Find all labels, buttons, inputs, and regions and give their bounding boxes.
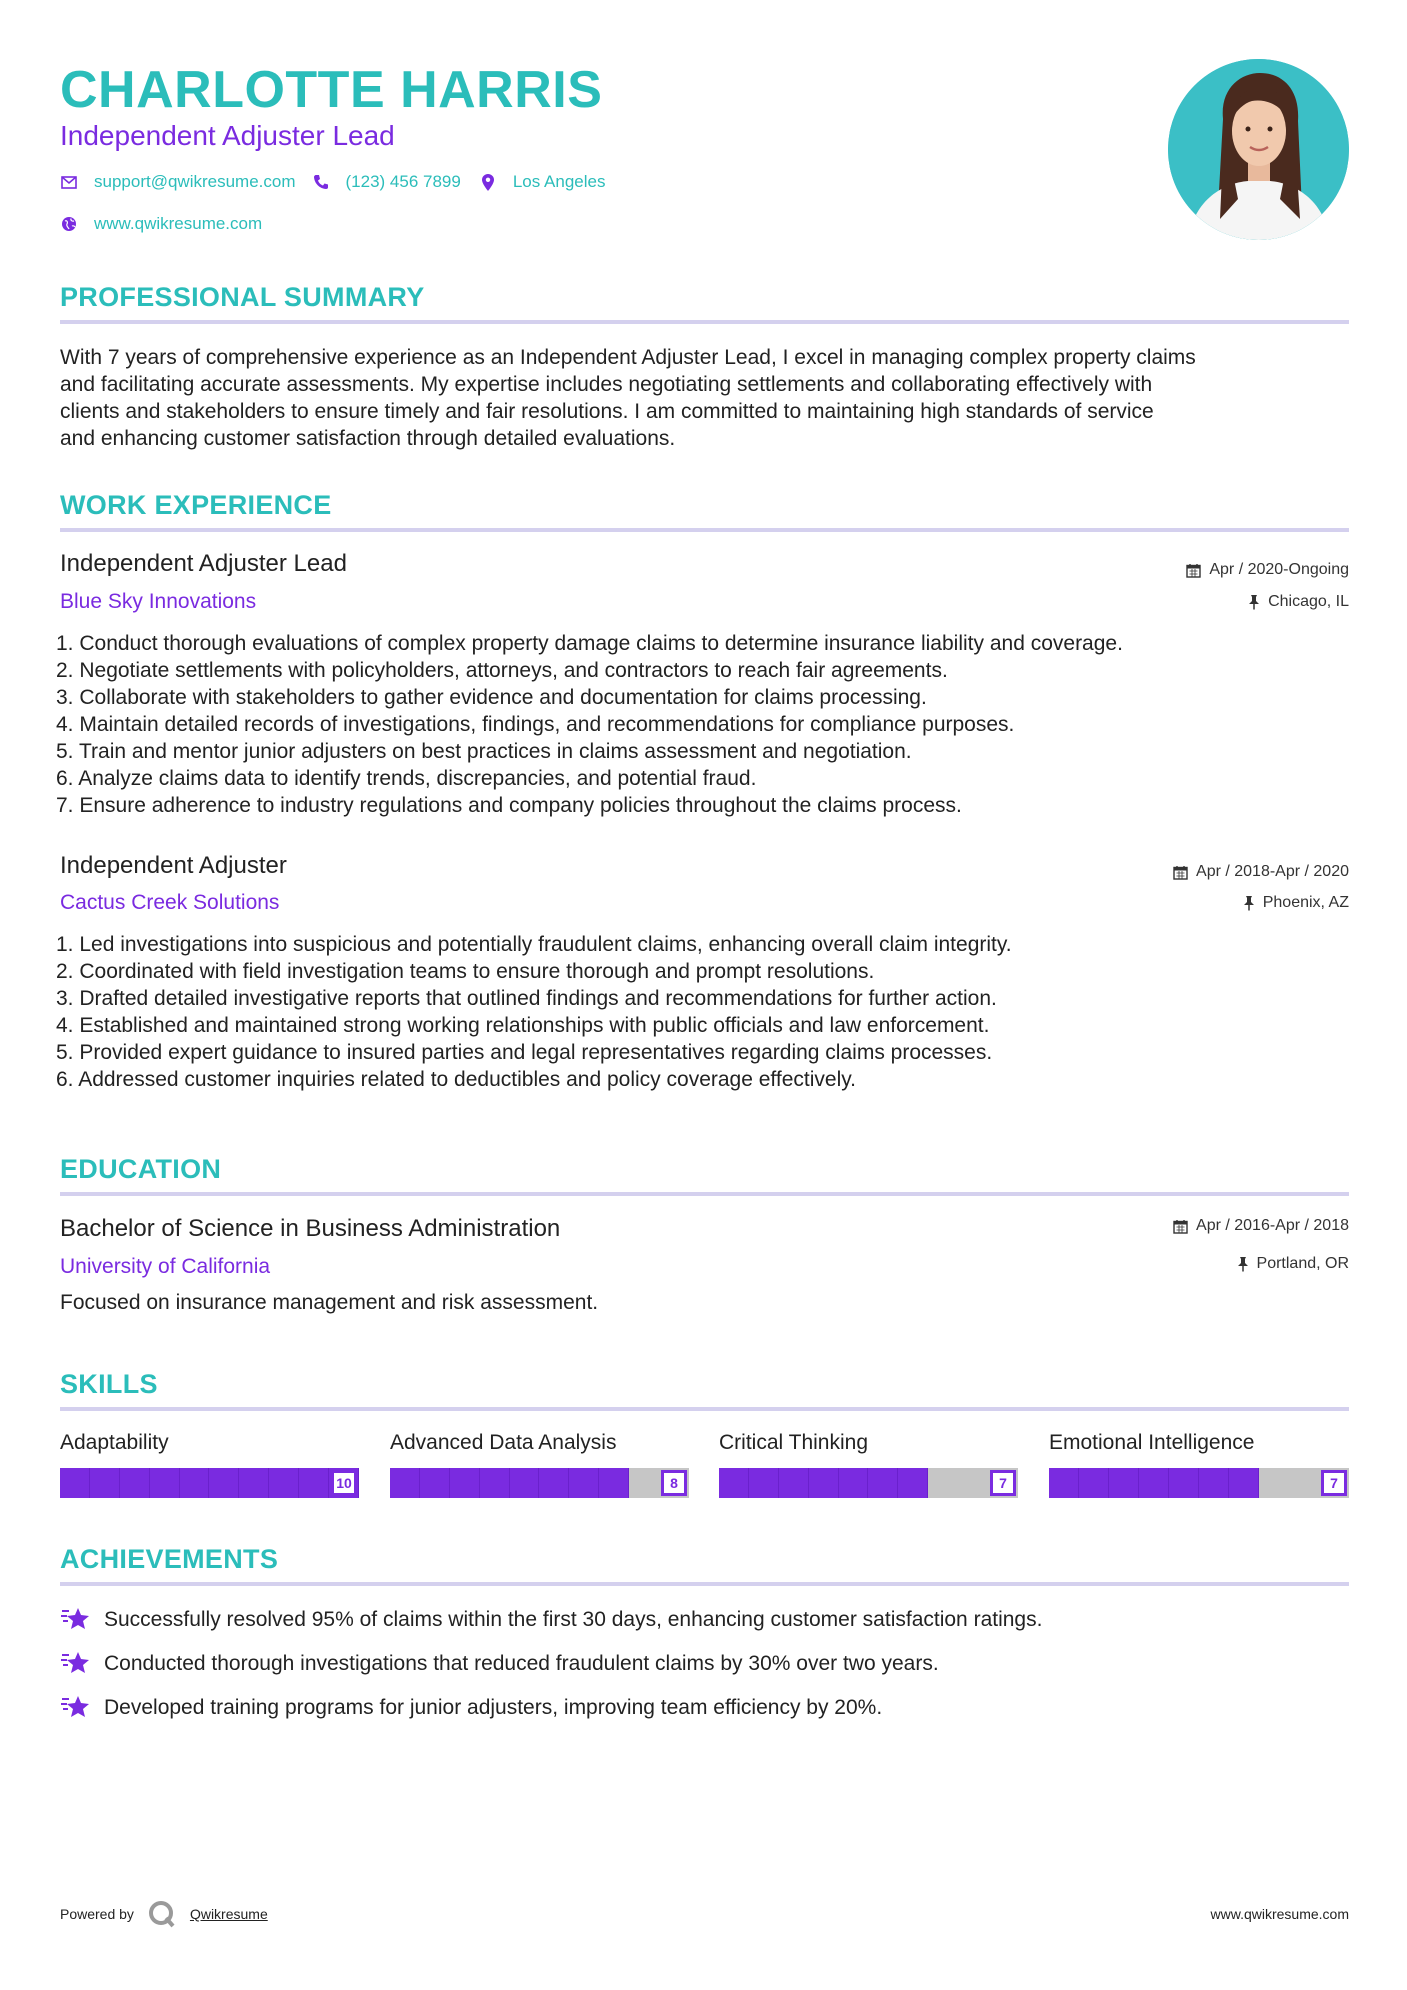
- job-location-text: Phoenix, AZ: [1262, 894, 1349, 911]
- skill-score: 8: [661, 1470, 687, 1496]
- skill-bar-segment: [90, 1468, 120, 1498]
- skill-item: [390, 1430, 689, 1498]
- skill-bar-segment: [390, 1468, 420, 1498]
- skill-bar-segment: [539, 1468, 569, 1498]
- school-name: University of California: [60, 1255, 271, 1278]
- company-name: Cactus Creek Solutions: [60, 891, 280, 914]
- location-text: Los Angeles: [512, 172, 606, 191]
- qwikresume-brand-link[interactable]: Qwikresume: [189, 1906, 268, 1922]
- company-name: Blue Sky Innovations: [60, 590, 257, 613]
- experience-divider: [60, 528, 1349, 532]
- skill-bar-segment: [599, 1468, 629, 1498]
- duty-item: 3. Drafted detailed investigative reports that outlined findings and recommendations for further action.: [56, 987, 997, 1010]
- summary-line: clients and stakeholders to ensure timely and fair resolutions. I am committed to maintaining high standards of service: [60, 400, 1154, 423]
- achievement-text: Successfully resolved 95% of claims within the first 30 days, enhancing customer satisfaction ratings.: [104, 1607, 1043, 1631]
- duty-item: 4. Maintain detailed records of investigations, findings, and recommendations for compliance purposes.: [56, 713, 1015, 736]
- duties-list: [56, 931, 1012, 1093]
- skill-item: [1049, 1430, 1349, 1498]
- duty-item: 1. Conduct thorough evaluations of complex property damage claims to determine insurance liability and coverage.: [56, 632, 1123, 655]
- skill-bar-segment: [180, 1468, 210, 1498]
- job-dates-text: Apr / 2018-Apr / 2020: [1196, 863, 1349, 880]
- education-heading: EDUCATION: [60, 1154, 222, 1184]
- skill-bar-segment: [239, 1468, 269, 1498]
- duty-item: 2. Negotiate settlements with policyholders, attorneys, and contractors to reach fair agreements.: [56, 659, 948, 682]
- skill-label: Advanced Data Analysis: [390, 1431, 617, 1454]
- skill-bar-segment: [1049, 1468, 1079, 1498]
- degree-title: Bachelor of Science in Business Administration: [60, 1215, 561, 1242]
- profile-photo: [1168, 59, 1349, 240]
- achievement-item: [60, 1693, 882, 1721]
- skill-bar: [390, 1468, 689, 1498]
- duty-item: 5. Provided expert guidance to insured parties and legal representatives regarding claims processes.: [56, 1041, 993, 1064]
- skill-label: Emotional Intelligence: [1049, 1431, 1255, 1454]
- skill-label: Adaptability: [60, 1431, 169, 1454]
- star-icon: [60, 1693, 92, 1721]
- summary-line: With 7 years of comprehensive experience as an Independent Adjuster Lead, I excel in managing complex property claims: [60, 346, 1196, 369]
- skill-item: [60, 1430, 359, 1498]
- duty-item: 7. Ensure adherence to industry regulations and company policies throughout the claims process.: [56, 794, 962, 817]
- duty-item: 3. Collaborate with stakeholders to gather evidence and documentation for claims processing.: [56, 686, 927, 709]
- skill-bar: [719, 1468, 1018, 1498]
- achievement-item: [60, 1605, 1042, 1633]
- job-location-text: Chicago, IL: [1268, 593, 1349, 610]
- duty-item: 6. Analyze claims data to identify trends, discrepancies, and potential fraud.: [56, 767, 757, 790]
- envelope-icon: [60, 173, 78, 191]
- skill-bar-segment: [510, 1468, 540, 1498]
- website-row: [60, 214, 262, 234]
- email-link[interactable]: support@qwikresume.com: [94, 172, 296, 191]
- qwikresume-logo-icon: [148, 1900, 176, 1928]
- footer-powered-by: [60, 1900, 268, 1928]
- skill-bar-segment: [749, 1468, 779, 1498]
- duty-item: 4. Established and maintained strong working relationships with public officials and law enforcement.: [56, 1014, 990, 1037]
- calendar-icon: [1173, 1219, 1188, 1234]
- job-dates: [1173, 862, 1349, 882]
- job-dates-text: Apr / 2020-Ongoing: [1209, 561, 1349, 578]
- skill-bar-segment: [719, 1468, 749, 1498]
- skill-bar-segment: [209, 1468, 239, 1498]
- skill-bar-segment: [809, 1468, 839, 1498]
- skills-heading: SKILLS: [60, 1369, 158, 1399]
- skills-divider: [60, 1407, 1349, 1411]
- footer-site-link[interactable]: www.qwikresume.com: [1210, 1906, 1349, 1922]
- achievement-text: Conducted thorough investigations that reduced fraudulent claims by 30% over two years.: [104, 1651, 939, 1675]
- globe-icon: [60, 215, 78, 233]
- education-dates-text: Apr / 2016-Apr / 2018: [1196, 1217, 1349, 1234]
- phone-icon: [312, 173, 330, 191]
- skill-bar-segment: [269, 1468, 299, 1498]
- skill-bar-segment: [450, 1468, 480, 1498]
- duty-item: 2. Coordinated with field investigation teams to ensure thorough and prompt resolutions.: [56, 960, 875, 983]
- skill-score: 7: [990, 1470, 1016, 1496]
- skill-bar-segment: [569, 1468, 599, 1498]
- skill-bar-segment: [868, 1468, 898, 1498]
- pushpin-icon: [1237, 1256, 1249, 1272]
- job-dates: [1186, 560, 1349, 580]
- job-location: [1248, 592, 1349, 612]
- pushpin-icon: [1248, 594, 1260, 610]
- skill-bar-segment: [1079, 1468, 1109, 1498]
- achievements-divider: [60, 1582, 1349, 1586]
- skill-bar-segment: [1169, 1468, 1199, 1498]
- skill-bar-segment: [779, 1468, 809, 1498]
- achievements-heading: ACHIEVEMENTS: [60, 1544, 279, 1574]
- education-description: Focused on insurance management and risk assessment.: [60, 1291, 599, 1314]
- summary-line: and facilitating accurate assessments. My expertise includes negotiating settlements and collaborating effectively with: [60, 373, 1153, 396]
- powered-by-label: Powered by: [60, 1906, 134, 1922]
- duties-list: [56, 630, 1123, 819]
- skill-bar-segment: [60, 1468, 90, 1498]
- job-title: Independent Adjuster: [60, 852, 287, 879]
- skill-bar-segment: [1139, 1468, 1169, 1498]
- skill-bar: [1049, 1468, 1349, 1498]
- star-icon: [60, 1605, 92, 1633]
- achievement-text: Developed training programs for junior adjusters, improving team efficiency by 20%.: [104, 1695, 883, 1719]
- skill-score: 7: [1321, 1470, 1347, 1496]
- education-location-text: Portland, OR: [1256, 1255, 1349, 1272]
- contact-row: [60, 172, 605, 192]
- education-dates: [1173, 1216, 1349, 1236]
- map-pin-icon: [479, 173, 497, 191]
- summary-divider: [60, 320, 1349, 324]
- achievement-item: [60, 1649, 939, 1677]
- education-divider: [60, 1192, 1349, 1196]
- skill-bar-segment: [420, 1468, 450, 1498]
- skill-score: 10: [331, 1470, 357, 1496]
- website-link[interactable]: www.qwikresume.com: [94, 214, 263, 233]
- skill-bar-segment: [898, 1468, 928, 1498]
- skill-bar: [60, 1468, 359, 1498]
- candidate-name: CHARLOTTE HARRIS: [60, 61, 603, 119]
- calendar-icon: [1173, 865, 1188, 880]
- summary-line: and enhancing customer satisfaction through detailed evaluations.: [60, 427, 676, 450]
- job-location: [1243, 893, 1349, 913]
- star-icon: [60, 1649, 92, 1677]
- skill-bar-segment: [1229, 1468, 1259, 1498]
- skill-bar-segment: [480, 1468, 510, 1498]
- duty-item: 6. Addressed customer inquiries related to deductibles and policy coverage effectively.: [56, 1068, 857, 1091]
- skill-bar-segment: [1109, 1468, 1139, 1498]
- skill-bar-segment: [1199, 1468, 1229, 1498]
- candidate-title: Independent Adjuster Lead: [60, 120, 395, 151]
- skill-bar-segment: [299, 1468, 329, 1498]
- summary-text: [60, 344, 1349, 452]
- pushpin-icon: [1243, 895, 1255, 911]
- phone-number[interactable]: (123) 456 7899: [345, 172, 461, 191]
- summary-heading: PROFESSIONAL SUMMARY: [60, 282, 425, 312]
- skill-item: [719, 1430, 1018, 1498]
- experience-heading: WORK EXPERIENCE: [60, 490, 332, 520]
- skill-bar-segment: [150, 1468, 180, 1498]
- skill-label: Critical Thinking: [719, 1431, 868, 1454]
- skill-bar-segment: [120, 1468, 150, 1498]
- duty-item: 5. Train and mentor junior adjusters on best practices in claims assessment and negotiation.: [56, 740, 912, 763]
- education-location: [1237, 1254, 1349, 1274]
- calendar-icon: [1186, 563, 1201, 578]
- skill-bar-segment: [839, 1468, 869, 1498]
- job-title: Independent Adjuster Lead: [60, 550, 347, 577]
- duty-item: 1. Led investigations into suspicious and potentially fraudulent claims, enhancing overall claim integrity.: [56, 933, 1012, 956]
